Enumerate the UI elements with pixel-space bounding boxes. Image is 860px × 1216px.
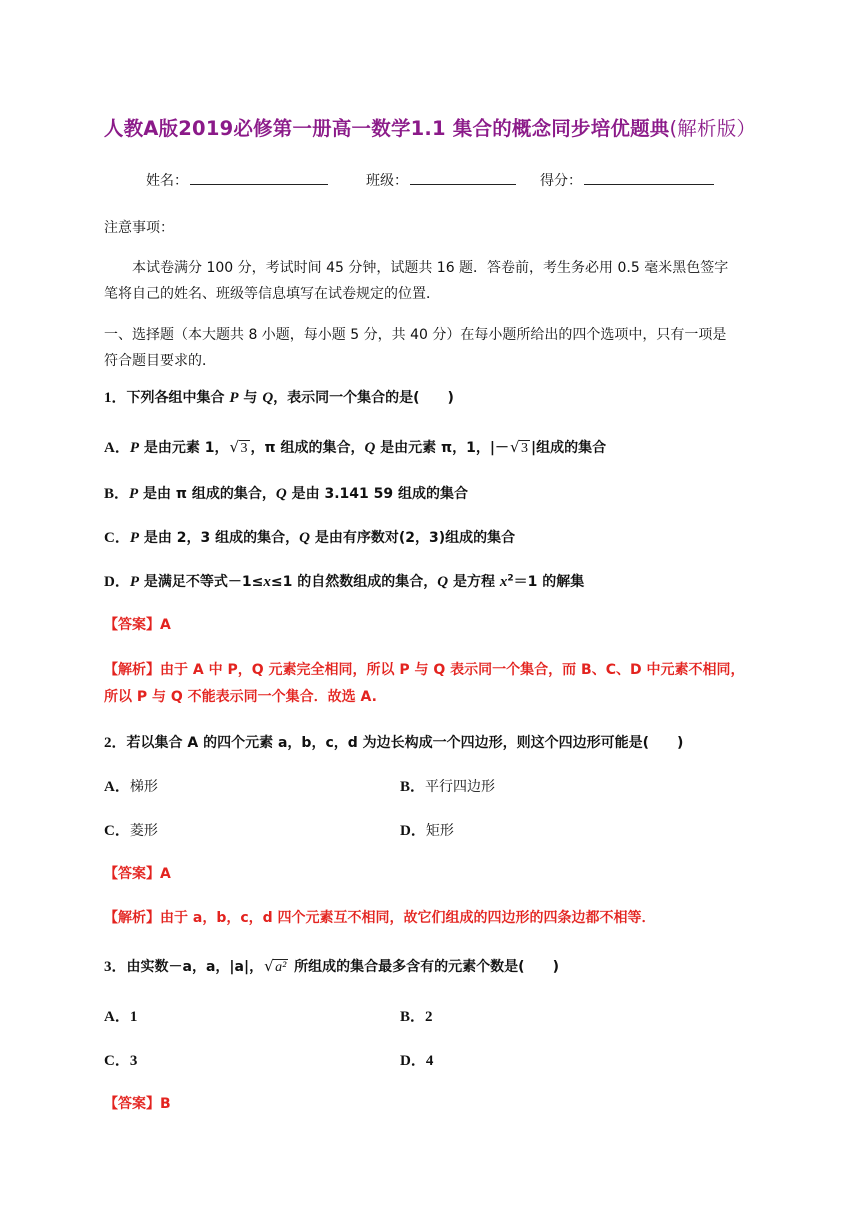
question-3-option-b xyxy=(400,1005,433,1026)
question-2-option-b xyxy=(400,775,495,796)
question-2-analysis: 【解析】由于 a，b，c，d 四个元素互不相同，故它们组成的四边形的四条边都不相等． xyxy=(104,910,656,926)
option-text: 平行四边形 xyxy=(425,779,496,795)
question-2-stem xyxy=(104,731,683,752)
stem-text: ，表示同一个集合的是( ) xyxy=(273,390,454,406)
stem-text: 若以集合 A 的四个元素 a，b，c，d 为边长构成一个四边形，则这个四边形可能是( ) xyxy=(126,735,684,751)
stem-text: 由实数－a，a，|a|， xyxy=(126,959,264,975)
title-suffix: (解析版） xyxy=(669,117,757,140)
question-1-option-c xyxy=(104,526,515,547)
var-q: Q xyxy=(437,574,449,590)
question-1-stem xyxy=(104,386,454,407)
question-3-answer: 【答案】B xyxy=(104,1096,171,1112)
notice-heading: 注意事项： xyxy=(104,220,174,236)
question-3-option-c xyxy=(104,1049,137,1070)
score-label: 得分： xyxy=(540,173,582,189)
stem-text: 所组成的集合最多含有的元素个数是( ) xyxy=(289,959,559,975)
option-letter: B． xyxy=(400,779,426,795)
option-text: ，π 组成的集合， xyxy=(250,440,365,456)
question-number: 2． xyxy=(104,735,127,751)
var-p: P xyxy=(129,440,140,456)
option-text: 1 xyxy=(129,1009,138,1025)
option-text: 2 xyxy=(425,1009,433,1025)
option-letter: D． xyxy=(104,574,130,590)
radicand: 3 xyxy=(240,441,248,456)
question-2-option-d xyxy=(400,819,454,840)
class-label: 班级： xyxy=(366,173,408,189)
option-text: 是由有序数对(2，3)组成的集合 xyxy=(309,530,516,546)
option-text: ≤1 的自然数组成的集合， xyxy=(270,574,438,590)
option-text: 3 xyxy=(129,1053,138,1069)
question-1-option-d xyxy=(104,570,584,591)
option-text: 菱形 xyxy=(129,823,158,839)
option-text: 梯形 xyxy=(129,779,158,795)
name-blank[interactable] xyxy=(190,170,328,185)
question-1-option-a xyxy=(104,436,606,457)
option-text: 4 xyxy=(425,1053,434,1069)
question-2-option-a xyxy=(104,775,158,796)
var-p: P xyxy=(229,390,239,406)
question-1-analysis-line-1: 【解析】由于 A 中 P，Q 元素完全相同，所以 P 与 Q 表示同一个集合，而 B、C、D 中元素不相同， xyxy=(104,662,745,678)
var-q: Q xyxy=(364,440,376,456)
question-3-stem xyxy=(104,955,559,976)
radicand: 3 xyxy=(521,441,528,456)
question-1-option-b xyxy=(104,482,468,503)
question-number: 1． xyxy=(104,390,127,406)
sqrt-3: √ 3 xyxy=(510,438,528,456)
title-main: 人教A版2019必修第一册高一数学1.1 集合的概念同步培优题典 xyxy=(103,117,670,140)
question-1-analysis-line-2: 所以 P 与 Q 不能表示同一个集合．故选 A. xyxy=(104,689,377,705)
option-letter: C． xyxy=(104,823,130,839)
var-p: P xyxy=(129,486,139,502)
option-text: 是由 π 组成的集合， xyxy=(138,486,276,502)
radicand: a² xyxy=(275,960,287,975)
option-text: 是由 3.141 59 组成的集合 xyxy=(286,486,468,502)
question-1-answer: 【答案】A xyxy=(104,617,171,633)
score-blank[interactable] xyxy=(584,170,714,185)
option-text: 是满足不等式－1≤ xyxy=(139,574,264,590)
sqrt-a-squared: √ a² xyxy=(264,957,287,975)
question-3-option-d xyxy=(400,1049,433,1070)
question-3-option-a xyxy=(104,1005,137,1026)
score-field[interactable] xyxy=(540,170,714,190)
stem-text: 与 xyxy=(238,390,263,406)
document-title xyxy=(0,113,860,141)
notice-line-1: 本试卷满分 100 分，考试时间 45 分钟，试题共 16 题．答卷前，考生务必用 0.5 毫米黑色签字 xyxy=(132,260,729,276)
option-text: 矩形 xyxy=(425,823,454,839)
question-number: 3． xyxy=(104,959,127,975)
var-q: Q xyxy=(262,390,274,406)
class-field[interactable] xyxy=(366,170,516,190)
option-text: ＝1 的解集 xyxy=(513,574,585,590)
notice-line-2: 笔将自己的姓名、班级等信息填写在试卷规定的位置． xyxy=(104,286,440,302)
var-p: P xyxy=(129,530,140,546)
stem-text: 下列各组中集合 xyxy=(126,390,230,406)
option-letter: A． xyxy=(104,440,130,456)
option-letter: A． xyxy=(104,1009,130,1025)
question-2-answer: 【答案】A xyxy=(104,866,171,882)
name-field[interactable] xyxy=(146,170,328,190)
var-p: P xyxy=(129,574,140,590)
var-q: Q xyxy=(275,486,287,502)
option-text: 是由 2，3 组成的集合， xyxy=(139,530,300,546)
var-x: x xyxy=(263,574,271,590)
option-text: 是由元素 1， xyxy=(139,440,229,456)
option-letter: B． xyxy=(104,486,130,502)
option-text: |组成的集合 xyxy=(531,440,607,456)
class-blank[interactable] xyxy=(410,170,516,185)
superscript: 2 xyxy=(507,573,514,584)
sqrt-3: √ 3 xyxy=(229,438,248,456)
var-x: x xyxy=(499,574,508,590)
option-letter: B． xyxy=(400,1009,426,1025)
name-label: 姓名： xyxy=(146,173,188,189)
section-heading-line-1: 一、选择题（本大题共 8 小题，每小题 5 分，共 40 分）在每小题所给出的四个选项中，只有一项是 xyxy=(104,327,727,343)
option-letter: C． xyxy=(104,1053,130,1069)
option-text: 是由元素 π，1，|－ xyxy=(375,440,509,456)
option-letter: A． xyxy=(104,779,130,795)
option-text: 是方程 xyxy=(448,574,500,590)
section-heading-line-2: 符合题目要求的． xyxy=(104,353,216,369)
var-q: Q xyxy=(299,530,310,546)
option-letter: D． xyxy=(400,823,426,839)
question-2-option-c xyxy=(104,819,158,840)
option-letter: C． xyxy=(104,530,130,546)
option-letter: D． xyxy=(400,1053,426,1069)
